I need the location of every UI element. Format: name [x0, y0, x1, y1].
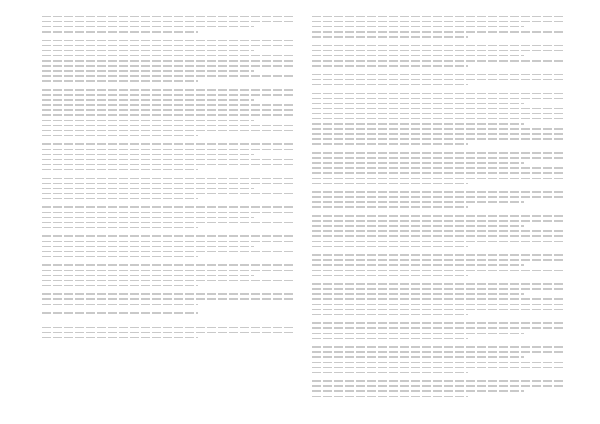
text-line-placeholder — [312, 181, 468, 186]
paragraph — [312, 91, 564, 147]
text-line-placeholder — [42, 283, 198, 288]
paragraph — [312, 344, 564, 375]
paragraph — [42, 234, 294, 259]
bold-line — [42, 310, 294, 315]
paragraph — [312, 189, 564, 209]
text-line-placeholder — [42, 196, 198, 201]
paragraph — [42, 325, 294, 340]
paragraph — [312, 379, 564, 399]
paragraph — [42, 38, 294, 84]
text-line-placeholder — [312, 394, 468, 399]
text-line-placeholder — [312, 205, 468, 210]
paragraph — [42, 205, 294, 230]
paragraph — [312, 43, 564, 68]
paragraph — [312, 281, 564, 317]
paragraph — [312, 321, 564, 341]
text-line-placeholder — [42, 225, 198, 230]
text-line-placeholder — [42, 29, 198, 34]
paragraph — [42, 176, 294, 201]
text-line-placeholder — [312, 34, 468, 39]
text-line-placeholder — [42, 310, 198, 315]
text-line-placeholder — [312, 312, 468, 317]
paragraph — [312, 150, 564, 186]
text-line-placeholder — [312, 273, 468, 278]
paragraph — [312, 213, 564, 249]
text-line-placeholder — [42, 254, 198, 259]
text-line-placeholder — [312, 244, 468, 249]
text-line-placeholder — [312, 370, 468, 375]
text-line-placeholder — [312, 142, 468, 147]
text-line-placeholder — [42, 167, 198, 172]
right-text-column — [312, 14, 564, 410]
paragraph — [312, 72, 564, 87]
paragraph — [42, 263, 294, 288]
text-line-placeholder — [312, 336, 468, 341]
text-line-placeholder — [312, 82, 468, 87]
text-line-placeholder — [42, 133, 198, 138]
left-text-column — [42, 14, 294, 410]
text-line-placeholder — [42, 79, 198, 84]
paragraph — [312, 252, 564, 277]
text-line-placeholder — [312, 63, 468, 68]
text-line-placeholder — [42, 302, 198, 307]
paragraph — [42, 87, 294, 138]
paragraph — [42, 14, 294, 34]
text-line-placeholder — [42, 335, 198, 340]
paragraph — [312, 14, 564, 39]
paragraph — [42, 292, 294, 307]
paragraph — [42, 142, 294, 173]
